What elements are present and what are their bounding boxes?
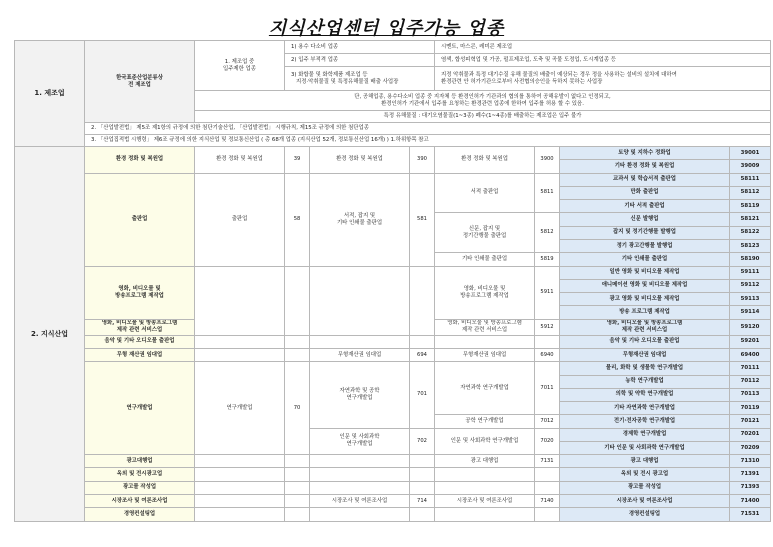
industry-name: 출판업 <box>85 173 195 266</box>
group-code: 714 <box>410 495 435 508</box>
class-code: 5911 <box>535 266 560 319</box>
industry-name: 영화, 비디오물 및 방송프로그램 제작 관련 서비스업 <box>85 319 195 335</box>
subclass-name: 시장조사 및 여론조사업 <box>560 495 730 508</box>
class-name: 환경 정화 및 복원업 <box>435 147 535 174</box>
hazard-note: 특정 유해물질 : 대기오염물질(1~3종) 폐수(1~4종)를 배출하는 제조업은 입주 불가 <box>195 111 771 123</box>
subclass-name: 농학 연구개발업 <box>560 375 730 388</box>
subclass-name: 경제학 연구개발업 <box>560 428 730 441</box>
class-code: 7140 <box>535 495 560 508</box>
subclass-name: 기타 환경 정화 및 복원업 <box>560 160 730 173</box>
subclass-name: 음악 및 기타 오디오물 출판업 <box>560 335 730 348</box>
subclass-code: 58122 <box>730 226 771 239</box>
subclass-code: 70119 <box>730 402 771 415</box>
subclass-code: 58119 <box>730 200 771 213</box>
exclusion-desc: 염색, 합성피혁업 및 가공, 펄프제조업, 도축 및 곡물 도정업, 도시계업종 등 <box>435 54 771 67</box>
group-code: 694 <box>410 348 435 361</box>
subclass-name: 경영컨설팅업 <box>560 508 730 522</box>
subclass-code: 58121 <box>730 213 771 226</box>
subclass-code: 58190 <box>730 253 771 266</box>
class-name: 자연과학 연구개발업 <box>435 362 535 415</box>
division-code: 58 <box>285 173 310 266</box>
subclass-name: 광고물 작성업 <box>560 481 730 494</box>
exclusion-item: 2) 입주 부적격 업종 <box>285 54 435 67</box>
subclass-code: 71391 <box>730 468 771 481</box>
industry-table <box>14 40 771 522</box>
division-name: 연구개발업 <box>195 362 285 455</box>
division-code: 70 <box>285 362 310 455</box>
subclass-code: 58123 <box>730 239 771 252</box>
subclass-name: 방송 프로그램 제작업 <box>560 306 730 319</box>
class-code: 7011 <box>535 362 560 415</box>
subclass-name: 기타 인쇄물 출판업 <box>560 253 730 266</box>
exclusion-desc: 시멘트, 마스콘, 레미콘 제조업 <box>435 41 771 54</box>
exclusion-desc: 지정 악취물과 특정 대기수질 유해 물질의 배출이 예상되는 경우 정을 사용하는 설비의 설치에 대하여 환경관련 안 허가기관으로부터 사전협의승인을 득하지 못하는 사업장 <box>435 67 771 91</box>
subclass-code: 70201 <box>730 428 771 441</box>
class-code: 7012 <box>535 415 560 428</box>
class-name: 기타 인쇄물 출판업 <box>435 253 535 266</box>
subclass-name: 기타 서적 출판업 <box>560 200 730 213</box>
subclass-code: 58111 <box>730 173 771 186</box>
industry-name: 경영컨설팅업 <box>85 508 195 522</box>
class-name: 영화, 비디오물 및 방송프로그램 제작 관련 서비스업 <box>435 319 535 335</box>
subclass-name: 신문 발행업 <box>560 213 730 226</box>
high-tech-rule: 2. 「산업발전법」 제5조 제1항의 규정에 의한 첨단기술산업, 「산업발전법」 시행규칙, 제15조 규정에 의한 첨단업종 <box>85 123 771 135</box>
subclass-code: 70111 <box>730 362 771 375</box>
industry-name: 연구개발업 <box>85 362 195 455</box>
industry-name: 음악 및 기타 오디오물 출판업 <box>85 335 195 348</box>
subclass-code: 70113 <box>730 388 771 401</box>
subclass-name: 무형재산권 임대업 <box>560 348 730 361</box>
class-code: 5912 <box>535 319 560 335</box>
subclass-name: 전기·전자공학 연구개발업 <box>560 415 730 428</box>
subclass-name: 토양 및 지하수 정화업 <box>560 147 730 160</box>
subclass-code: 59120 <box>730 319 771 335</box>
industry-name: 시장조사 및 여론조사업 <box>85 495 195 508</box>
section-knowledge: 2. 지식산업 <box>15 147 85 522</box>
subclass-code: 59113 <box>730 293 771 306</box>
subclass-code: 69400 <box>730 348 771 361</box>
subclass-name: 애니메이션 영화 및 비디오물 제작업 <box>560 279 730 292</box>
class-code: 7131 <box>535 455 560 468</box>
class-code: 5811 <box>535 173 560 213</box>
class-name: 무형재산권 임대업 <box>435 348 535 361</box>
subclass-name: 옥외 및 전시 광고업 <box>560 468 730 481</box>
class-code: 7020 <box>535 428 560 455</box>
page-title: 지식산업센터 입주가능 업종 <box>268 18 505 39</box>
group-name: 무형재산권 임대업 <box>310 348 410 361</box>
exclusion-item: 3) 화합물 및 화학제품 제조업 등 지정·악취물질 및 특정유해물질 배출 사업장 <box>285 67 435 91</box>
manufacturing-scope: 한국표준산업분류상 전 제조업 <box>85 41 195 123</box>
subclass-name: 정기 광고간행물 발행업 <box>560 239 730 252</box>
subclass-name: 영화, 비디오물 및 방송프로그램 제작 관련 서비스업 <box>560 319 730 335</box>
exclusion-note: 단, 공해업종, 용수다소비 업종 중 지자체 등 환경인허가 기관과의 협의를 통하여 공해유발이 없다고 인정되고, 환경인허가 기관에서 입주를 요청하는 환경관련 업종에 한하여 입주를 허용 할 수 있음. <box>195 91 771 111</box>
knowledge-rule: 3. 「산업집적법 시행령」 제6조 규정에 의한 지식산업 및 정보통신산업 ( 총 68개 업종 (지식산업 52개, 정보통신산업 16개) ) 1.하위항목 참고 <box>85 135 771 147</box>
subclass-code: 59201 <box>730 335 771 348</box>
class-name: 영화, 비디오물 및 방송프로그램 제작업 <box>435 266 535 319</box>
subclass-name: 의학 및 약학 연구개발업 <box>560 388 730 401</box>
subclass-name: 기타 자연과학 연구개발업 <box>560 402 730 415</box>
class-name: 서적 출판업 <box>435 173 535 213</box>
exclusion-heading: 1. 제조업 중 입주제한 업종 <box>195 41 285 91</box>
division-name: 출판업 <box>195 173 285 266</box>
group-code: 701 <box>410 362 435 428</box>
group-name: 시장조사 및 여론조사업 <box>310 495 410 508</box>
subclass-code: 70121 <box>730 415 771 428</box>
subclass-code: 71393 <box>730 481 771 494</box>
industry-name: 옥외 및 전시광고업 <box>85 468 195 481</box>
group-name: 환경 정화 및 복원업 <box>310 147 410 174</box>
subclass-name: 광고 대행업 <box>560 455 730 468</box>
subclass-name: 광고 영화 및 비디오물 제작업 <box>560 293 730 306</box>
class-code: 5812 <box>535 213 560 253</box>
industry-name: 무형 재산권 임대업 <box>85 348 195 361</box>
class-name: 인문 및 사회과학 연구개발업 <box>435 428 535 455</box>
industry-name: 광고대행업 <box>85 455 195 468</box>
subclass-name: 기타 인문 및 사회과학 연구개발업 <box>560 441 730 454</box>
subclass-name: 일반 영화 및 비디오물 제작업 <box>560 266 730 279</box>
subclass-code: 58112 <box>730 186 771 199</box>
subclass-code: 71400 <box>730 495 771 508</box>
class-name: 광고 대행업 <box>435 455 535 468</box>
group-name: 서적, 잡지 및 기타 인쇄물 출판업 <box>310 173 410 266</box>
subclass-code: 70112 <box>730 375 771 388</box>
class-code: 3900 <box>535 147 560 174</box>
class-code: 6940 <box>535 348 560 361</box>
subclass-code: 70209 <box>730 441 771 454</box>
subclass-code: 59114 <box>730 306 771 319</box>
group-name: 인문 및 사회과학 연구개발업 <box>310 428 410 455</box>
division-code: 39 <box>285 147 310 174</box>
class-code: 5819 <box>535 253 560 266</box>
subclass-code: 59112 <box>730 279 771 292</box>
industry-name: 광고물 작성업 <box>85 481 195 494</box>
exclusion-item: 1) 용수 다소비 업종 <box>285 41 435 54</box>
section-manufacturing: 1. 제조업 <box>15 41 85 147</box>
subclass-name: 잡지 및 정기간행물 발행업 <box>560 226 730 239</box>
group-code: 702 <box>410 428 435 455</box>
subclass-code: 59111 <box>730 266 771 279</box>
class-name: 공학 연구개발업 <box>435 415 535 428</box>
group-code: 581 <box>410 173 435 266</box>
group-name: 자연과학 및 공학 연구개발업 <box>310 362 410 428</box>
class-name: 시장조사 및 여론조사업 <box>435 495 535 508</box>
division-name: 환경 정화 및 복원업 <box>195 147 285 174</box>
class-name: 신문, 잡지 및 정기간행물 출판업 <box>435 213 535 253</box>
subclass-name: 물리, 화학 및 생물학 연구개발업 <box>560 362 730 375</box>
group-code: 390 <box>410 147 435 174</box>
subclass-name: 만화 출판업 <box>560 186 730 199</box>
industry-name: 환경 정화 및 복원업 <box>85 147 195 174</box>
subclass-code: 71310 <box>730 455 771 468</box>
subclass-code: 39009 <box>730 160 771 173</box>
industry-name: 영화, 비디오물 및 방송프로그램 제작업 <box>85 266 195 319</box>
subclass-code: 39001 <box>730 147 771 160</box>
subclass-code: 71531 <box>730 508 771 522</box>
subclass-name: 교과서 및 학습서적 출판업 <box>560 173 730 186</box>
